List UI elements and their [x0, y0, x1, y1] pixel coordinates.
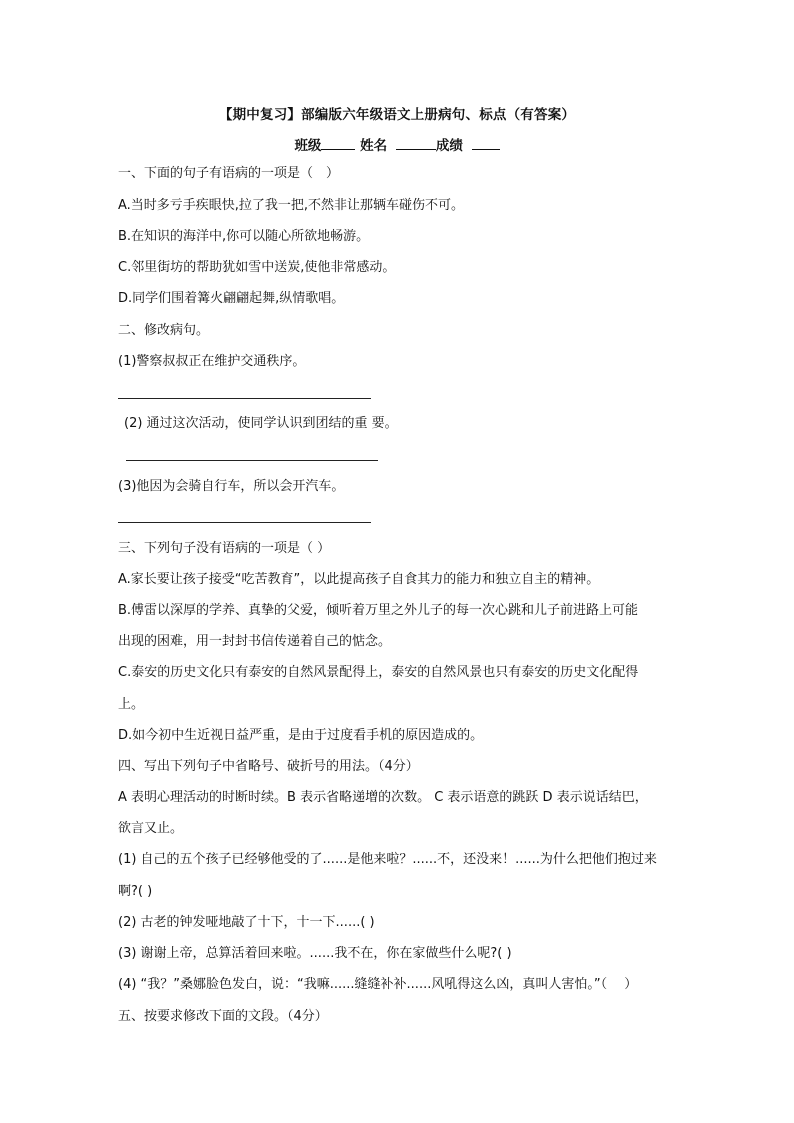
section4-legend-line1: A 表明心理活动的时断时续。B 表示省略递增的次数。 C 表示语意的跳跃 D 表示说话结巴， — [118, 790, 648, 805]
section2-item-3: (3)他因为会骑自行车，所以会开汽车。 — [118, 479, 345, 494]
class-blank[interactable] — [321, 137, 355, 150]
section1-option-d: D.同学们围着篝火翩翩起舞,纵情歌唱。 — [118, 291, 345, 306]
section4-legend-line2: 欲言又止。 — [118, 821, 184, 836]
document-title: 【期中复习】部编版六年级语文上册病句、标点（有答案） — [218, 107, 576, 123]
section3-option-b-line1: B.傅雷以深厚的学养、真挚的父爱，倾听着万里之外儿子的每一次心跳和儿子前进路上可能 — [118, 603, 639, 618]
section1-option-c: C.邻里街坊的帮助犹如雪中送炭,使他非常感动。 — [118, 260, 396, 275]
section3-option-c-line1: C.泰安的历史文化只有泰安的自然风景配得上，泰安的自然风景也只有泰安的历史文化配得 — [118, 665, 639, 680]
score-blank[interactable] — [472, 137, 500, 150]
section3-option-d: D.如今初中生近视日益严重，是由于过度看手机的原因造成的。 — [118, 728, 484, 743]
student-info-row — [0, 134, 794, 154]
section3-option-c-line2: 上。 — [118, 697, 145, 712]
section2-heading: 二、修改病句。 — [118, 323, 210, 338]
section3-option-a: A.家长要让孩子接受“吃苦教育”，以此提高孩子自食其力的能力和独立自主的精神。 — [118, 572, 600, 587]
section2-item-2: (2) 通过这次活动，使同学认识到团结的重 要。 — [124, 416, 398, 431]
section3-option-b-line2: 出现的困难，用一封封书信传递着自己的惦念。 — [118, 634, 392, 649]
name-blank[interactable] — [396, 137, 436, 150]
section4-item-4: (4) “我？”桑娜脸色发白，说：“我嘛......缝缝补补......风吼得这么凶，真叫人害怕。”（ ） — [118, 977, 638, 992]
section4-item-1-line2: 啊?( ) — [118, 884, 153, 899]
section4-item-2: (2) 古老的钟发哑地敲了十下，十一下......( ) — [118, 915, 375, 930]
answer-line-2[interactable] — [126, 460, 378, 461]
answer-line-3[interactable] — [118, 522, 371, 523]
score-label: 成绩 — [435, 138, 463, 154]
section1-option-b: B.在知识的海洋中,你可以随心所欲地畅游。 — [118, 229, 370, 244]
section5-heading: 五、按要求修改下面的文段。（4分） — [118, 1009, 328, 1024]
section1-option-a: A.当时多亏手疾眼快,拉了我一把,不然非让那辆车碰伤不可。 — [118, 198, 465, 213]
class-label: 班级 — [294, 138, 322, 154]
section4-item-3: (3) 谢谢上帝，总算活着回来啦。......我不在，你在家做些什么呢?( ) — [118, 946, 512, 961]
section1-heading: 一、下面的句子有语病的一项是（ ） — [118, 166, 340, 181]
section4-item-1-line1: (1) 自己的五个孩子已经够他受的了......是他来啦？......不，还没来！......为什么把他们抱过来 — [118, 852, 657, 867]
name-label: 姓名 — [360, 138, 388, 154]
section3-heading: 三、下列句子没有语病的一项是（ ） — [118, 541, 331, 556]
answer-line-1[interactable] — [118, 398, 371, 399]
section4-heading: 四、写出下列句子中省略号、破折号的用法。（4分） — [118, 759, 419, 774]
section2-item-1: (1)警察叔叔正在维护交通秩序。 — [118, 354, 306, 369]
